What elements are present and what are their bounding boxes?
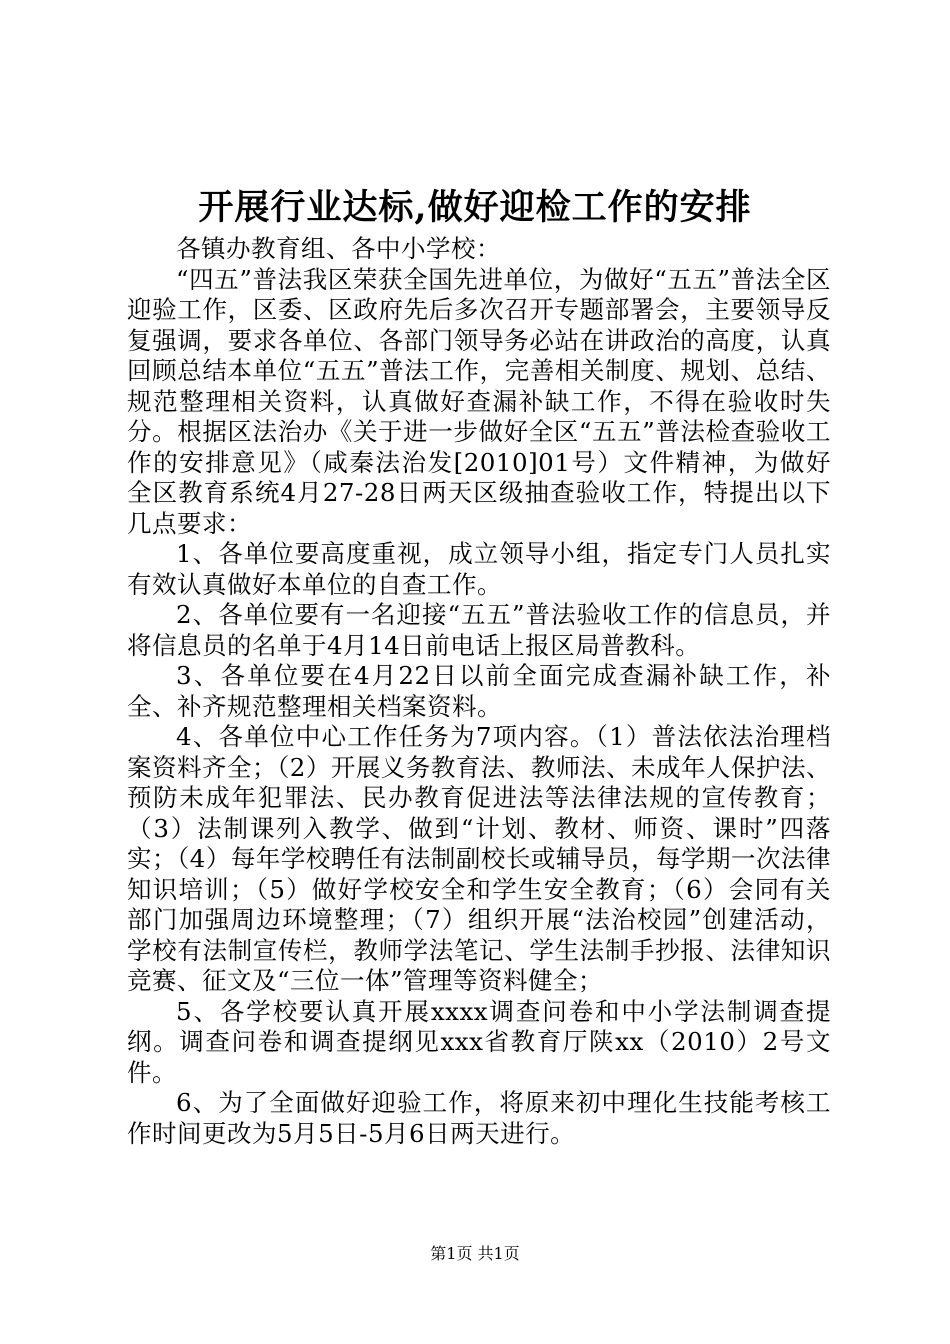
- paragraph-item-2: 2、各单位要有一名迎接“五五”普法验收工作的信息员，并将信息员的名单于4月14日前电话上报区局普教科。: [127, 600, 831, 660]
- paragraph-item-3: 3、各单位要在4月22日以前全面完成查漏补缺工作，补全、补齐规范整理相关档案资料。: [127, 661, 831, 721]
- document-body: [127, 234, 831, 1149]
- paragraph-item-5: 5、各学校要认真开展xxxx调查问卷和中小学法制调查提纲。调查问卷和调查提纲见xxx省教育厅陕xx（2010）2号文件。: [127, 996, 831, 1087]
- paragraph-item-4: 4、各单位中心工作任务为7项内容。（1）普法依法治理档案资料齐全；（2）开展义务教育法、教师法、未成年人保护法、预防未成年犯罪法、民办教育促进法等法律法规的宣传教育；（3）法制课列入教学、做到“计划、教材、师资、课时”四落实；（4）每年学校聘任有法制副校长或辅导员，每学期一次法律知识培训；（5）做好学校安全和学生安全教育；（6）会同有关部门加强周边环境整理；（7）组织开展“法治校园”创建活动，学校有法制宣传栏，教师学法笔记、学生法制手抄报、法律知识竞赛、征文及“三位一体”管理等资料健全；: [127, 722, 831, 995]
- salutation: 各镇办教育组、各中小学校：: [176, 234, 501, 263]
- document-title: 开展行业达标,做好迎检工作的安排: [198, 187, 752, 228]
- page-footer: 第1页 共1页: [430, 1244, 520, 1263]
- paragraph-item-6: 6、为了全面做好迎验工作，将原来初中理化生技能考核工作时间更改为5月5日-5月6日两天进行。: [127, 1088, 831, 1148]
- paragraph-intro: “四五”普法我区荣获全国先进单位，为做好“五五”普法全区迎验工作，区委、区政府先后多次召开专题部署会，主要领导反复强调，要求各单位、各部门领导务必站在讲政治的高度，认真回顾总结本单位“五五”普法工作，完善相关制度、规划、总结、规范整理相关资料，认真做好查漏补缺工作，不得在验收时失分。根据区法治办《关于进一步做好全区“五五”普法检查验收工作的安排意见》（咸秦法治发[2010]01号）文件精神，为做好全区教育系统4月27-28日两天区级抽查验收工作，特提出以下几点要求：: [127, 264, 831, 538]
- paragraph-item-1: 1、各单位要高度重视，成立领导小组，指定专门人员扎实有效认真做好本单位的自查工作。: [127, 539, 831, 599]
